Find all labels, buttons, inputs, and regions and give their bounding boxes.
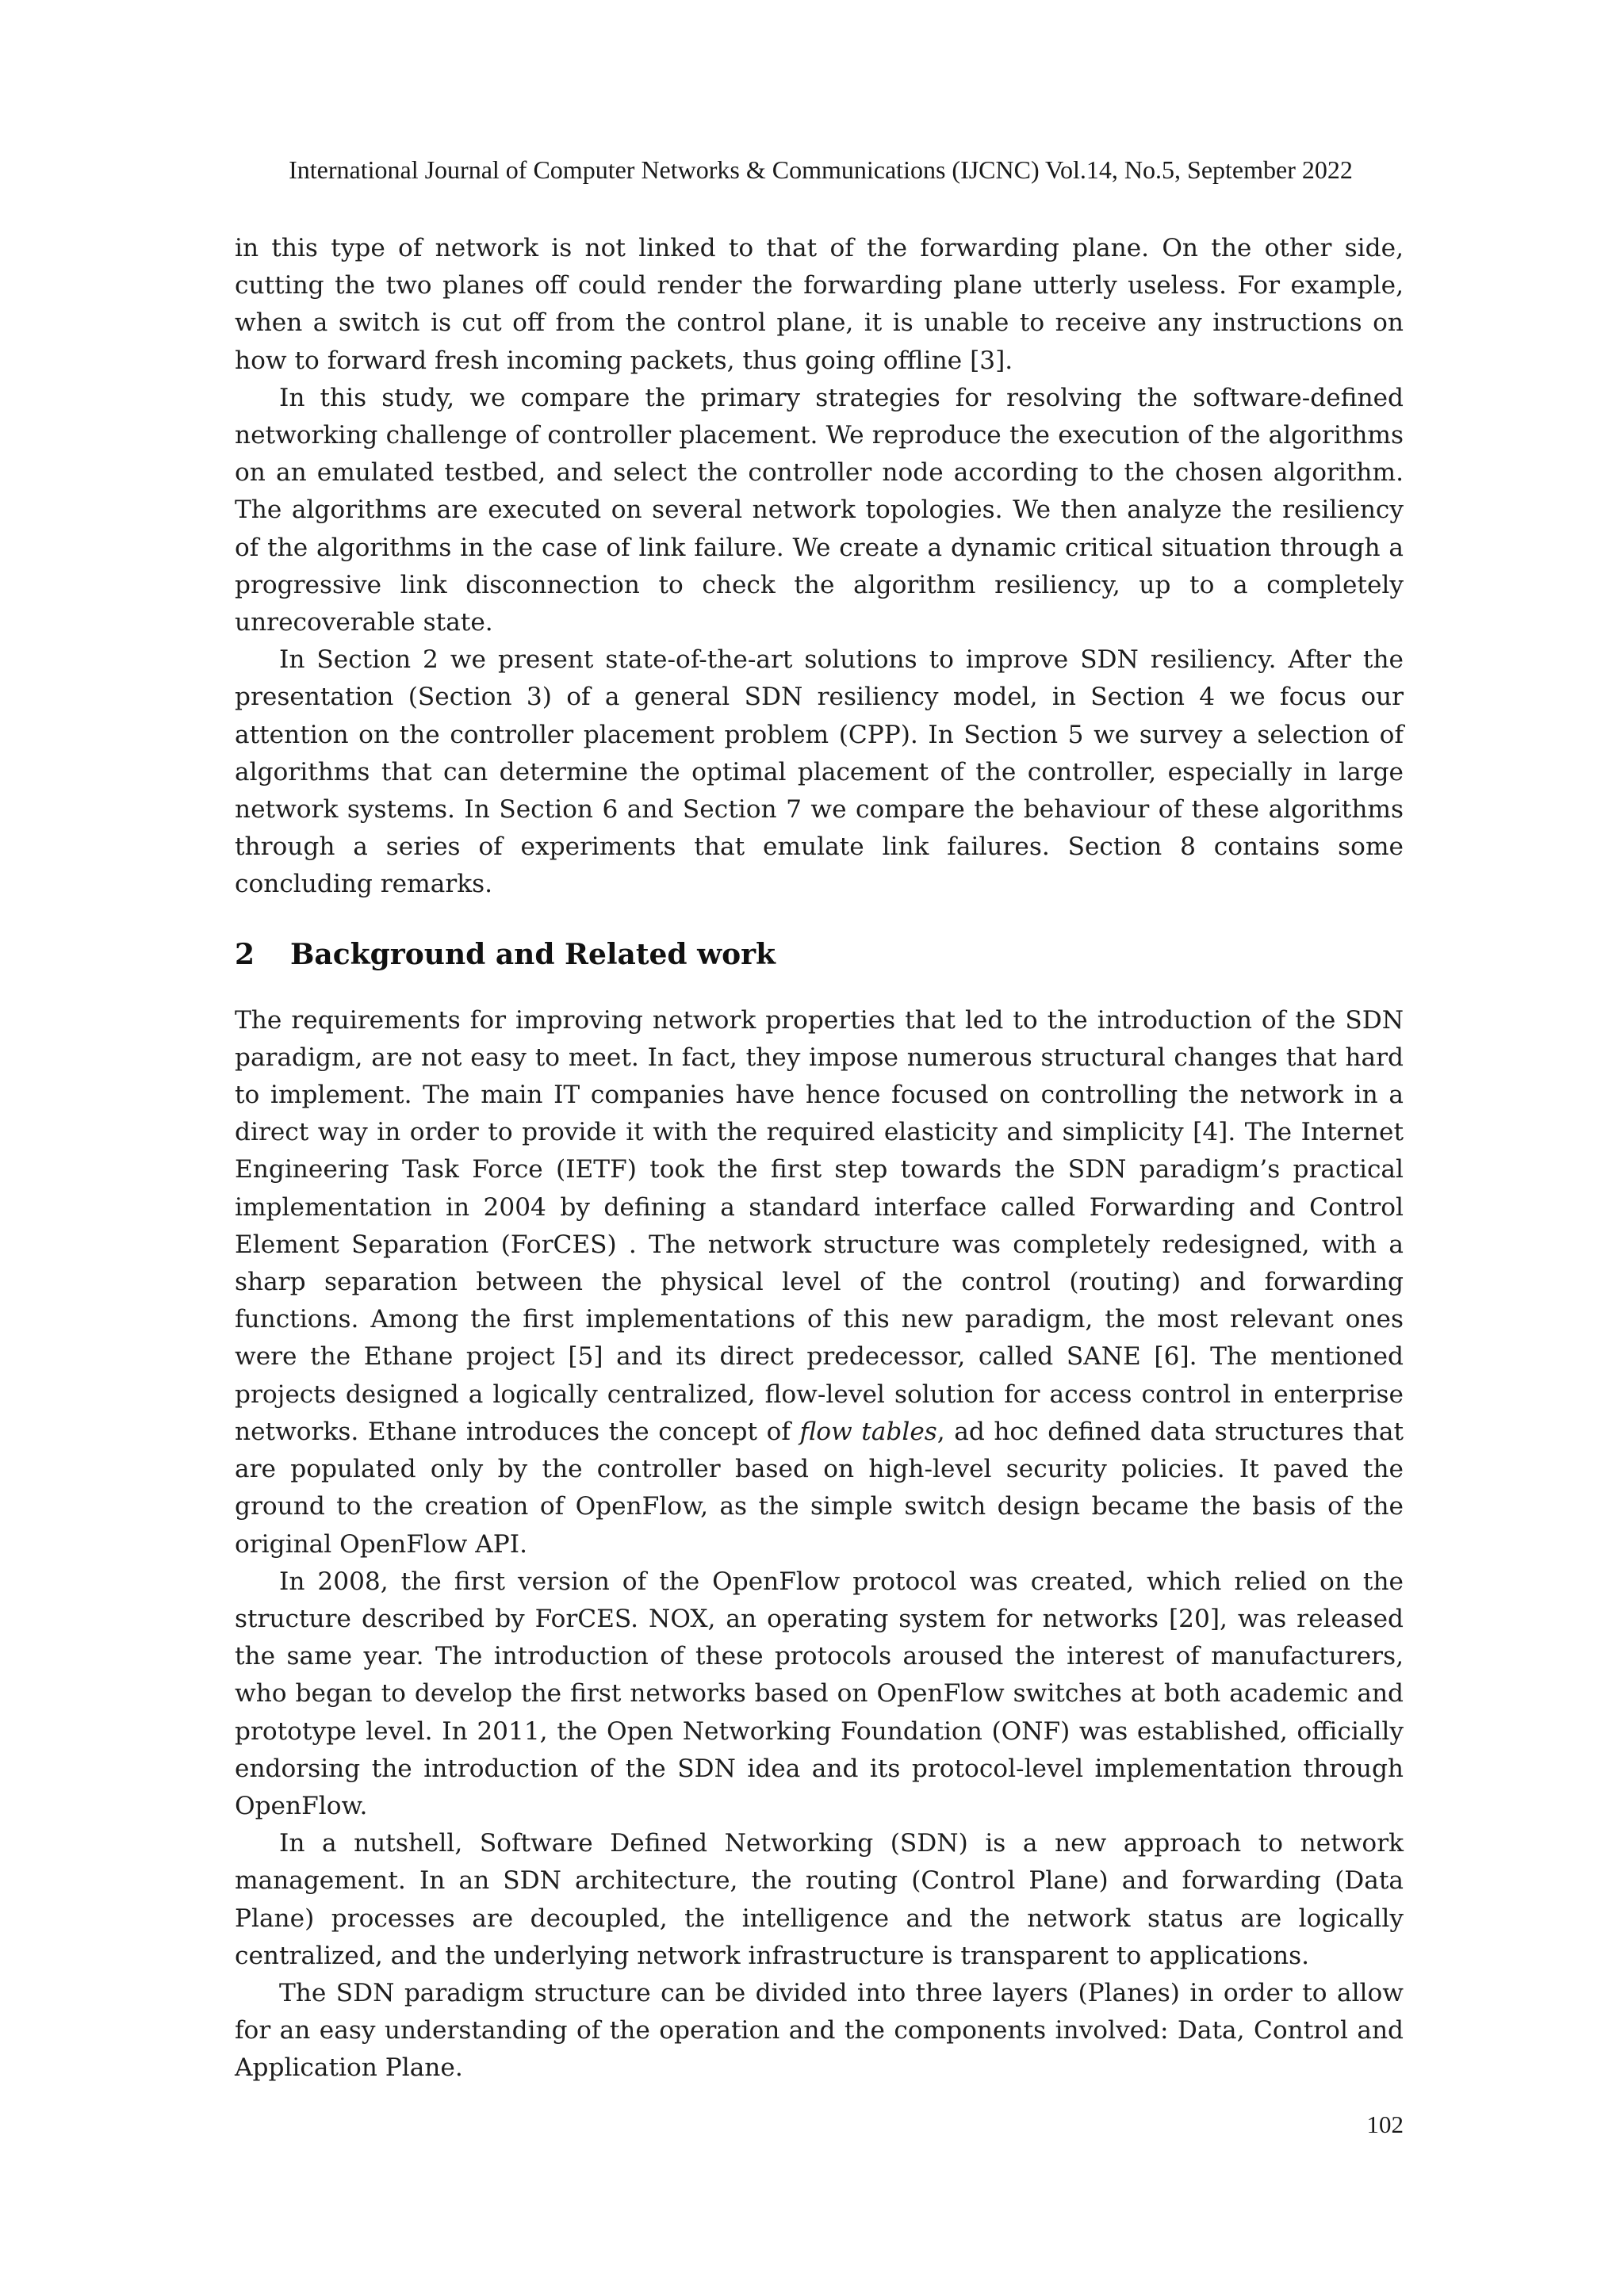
- paragraph-study-overview: In this study, we compare the primary strategies for resolving the software-defined networking challenge of controller placement. We reproduce the execution of the algorithms on an emulated testbed, and select the controller node according to the chosen algorithm. The algorithms are executed on several network topologies. We then analyze the resiliency of the algorithms in the case of link failure. We create a dynamic critical situation through a progressive link disconnection to check the algorithm resiliency, up to a completely unrecoverable state.: [235, 383, 1404, 637]
- emphasis-flow-tables: flow tables: [799, 1417, 937, 1446]
- paragraph-openflow-history: In 2008, the first version of the OpenFlow protocol was created, which relied on the structure described by ForCES. NOX, an operating system for networks [20], was released the same year. The introduction of these protocols aroused the interest of manufacturers, who began to develop the first networks based on OpenFlow switches at both academic and prototype level. In 2011, the Open Networking Foundation (ONF) was established, officially endorsing the introduction of the SDN idea and its protocol-level implementation through OpenFlow.: [235, 1567, 1404, 1820]
- section-title: Background and Related work: [290, 937, 776, 971]
- paragraph-sdn-nutshell: In a nutshell, Software Defined Networking (SDN) is a new approach to network management. In an SDN architecture, the routing (Control Plane) and forwarding (Data Plane) processes are decoupled, the intelligence and the network status are logically centralized, and the underlying network infrastructure is transparent to applications.: [235, 1829, 1404, 1970]
- paragraph-sdn-requirements: [235, 1002, 1404, 1563]
- paragraph-text: The requirements for improving network properties that led to the introduction of the SDN paradigm, are not easy to meet. In fact, they impose numerous structural changes that hard to implement. The main IT companies have hence focused on controlling the network in a direct way in order to provide it with the required elasticity and simplicity [4]. The Internet Engineering Task Force (IETF) took the first step towards the SDN paradigm’s practical implementation in 2004 by defining a standard interface called Forwarding and Control Element Separation (ForCES) . The network structure was completely redesigned, with a sharp separation between the physical level of the control (routing) and forwarding functions. Among the first implementations of this new paradigm, the most relevant ones were the Ethane project [5] and its direct predecessor, called SANE [6]. The mentioned projects designed a logically centralized, flow-level solution for access control in enterprise networks. Ethane introduces the concept of: [235, 1005, 1404, 1446]
- paragraph-sdn-planes: The SDN paradigm structure can be divided into three layers (Planes) in order to allow for an easy understanding of the operation and the components involved: Data, Control and Application Plane.: [235, 1978, 1404, 2083]
- paragraph-continuation: in this type of network is not linked to that of the forwarding plane. On the other side, cutting the two planes off could render the forwarding plane utterly useless. For example, when a switch is cut off from the control plane, it is unable to receive any instructions on how to forward fresh incoming packets, thus going offline [3].: [235, 234, 1404, 375]
- paragraph-paper-outline: In Section 2 we present state-of-the-art solutions to improve SDN resiliency. After the presentation (Section 3) of a general SDN resiliency model, in Section 4 we focus our attention on the controller placement problem (CPP). In Section 5 we survey a selection of algorithms that can determine the optimal placement of the controller, especially in large network systems. In Section 6 and Section 7 we compare the behaviour of these algorithms through a series of experiments that emulate link failures. Section 8 contains some concluding remarks.: [235, 645, 1404, 899]
- page-number: 102: [1366, 2110, 1404, 2138]
- section-heading: [235, 936, 1404, 974]
- journal-running-header: International Journal of Computer Networks & Communications (IJCNC) Vol.14, No.5, September 2022: [289, 155, 1353, 184]
- section-number: 2: [235, 937, 255, 971]
- body-text: [235, 230, 1404, 2087]
- paragraph-text: , ad hoc defined data structures that are populated only by the controller based on high-level security policies. It paved the ground to the creation of OpenFlow, as the simple switch design became the basis of the original OpenFlow API.: [235, 1417, 1404, 1559]
